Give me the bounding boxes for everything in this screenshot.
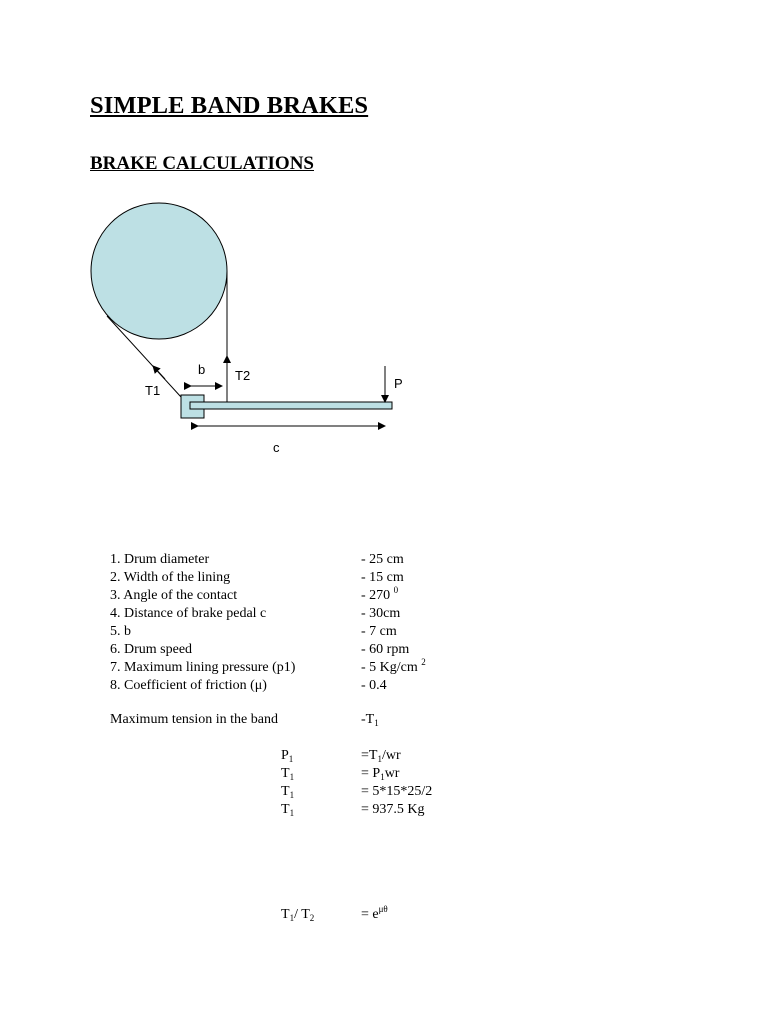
label-t2: T2	[235, 368, 251, 383]
spec-value: - 7 cm	[361, 624, 397, 639]
calc-rhs: $=T_1/wr$	[361, 748, 401, 764]
spec-label: 1. Drum diameter	[110, 552, 210, 567]
ratio-lhs: $T_1/$ $T_2$	[281, 907, 315, 923]
label-t1: T1	[145, 383, 161, 398]
spec-value: - 15 cm	[361, 570, 404, 585]
spec-label: 5. b	[110, 624, 131, 639]
spec-value: - 270 $^0$	[361, 585, 399, 603]
spec-label: 8. Coefficient of friction (μ)	[110, 678, 267, 693]
calc-rhs: = 5*15*25/2	[361, 784, 433, 799]
brake-lever	[190, 402, 392, 409]
spec-value: - 60 rpm	[361, 642, 410, 657]
spec-label: 2. Width of the lining	[110, 570, 231, 585]
section-heading: BRAKE CALCULATIONS	[90, 153, 314, 174]
ratio-rhs: = $e^{\mu\theta}$	[361, 904, 388, 922]
spec-value: - 5 Kg/cm $^2$	[361, 657, 426, 675]
spec-value: - 25 cm	[361, 552, 404, 567]
spec-label: 7. Maximum lining pressure (p1)	[110, 660, 296, 675]
tension-label: Maximum tension in the band	[110, 712, 278, 727]
spec-value: - 30cm	[361, 606, 401, 621]
brake-drum	[91, 203, 227, 339]
calc-lhs: $T_1$	[281, 802, 295, 818]
label-p: P	[394, 376, 403, 391]
label-b: b	[198, 362, 206, 377]
calc-lhs: $T_1$	[281, 766, 295, 782]
calc-lhs: $T_1$	[281, 784, 295, 800]
band-brake-diagram	[0, 0, 768, 480]
page-title: SIMPLE BAND BRAKES	[90, 92, 369, 119]
tension-value: $-T_1$	[361, 712, 379, 728]
spec-label: 3. Angle of the contact	[110, 588, 238, 603]
spec-label: 6. Drum speed	[110, 642, 193, 657]
calc-lhs: $P_1$	[281, 748, 294, 764]
label-c: c	[273, 440, 280, 455]
t1-arrow	[153, 366, 165, 379]
spec-value: - 0.4	[361, 678, 387, 693]
calc-rhs: = 937.5 Kg	[361, 802, 425, 817]
spec-label: 4. Distance of brake pedal c	[110, 606, 267, 621]
calc-rhs: = $P_1wr$	[361, 766, 400, 782]
